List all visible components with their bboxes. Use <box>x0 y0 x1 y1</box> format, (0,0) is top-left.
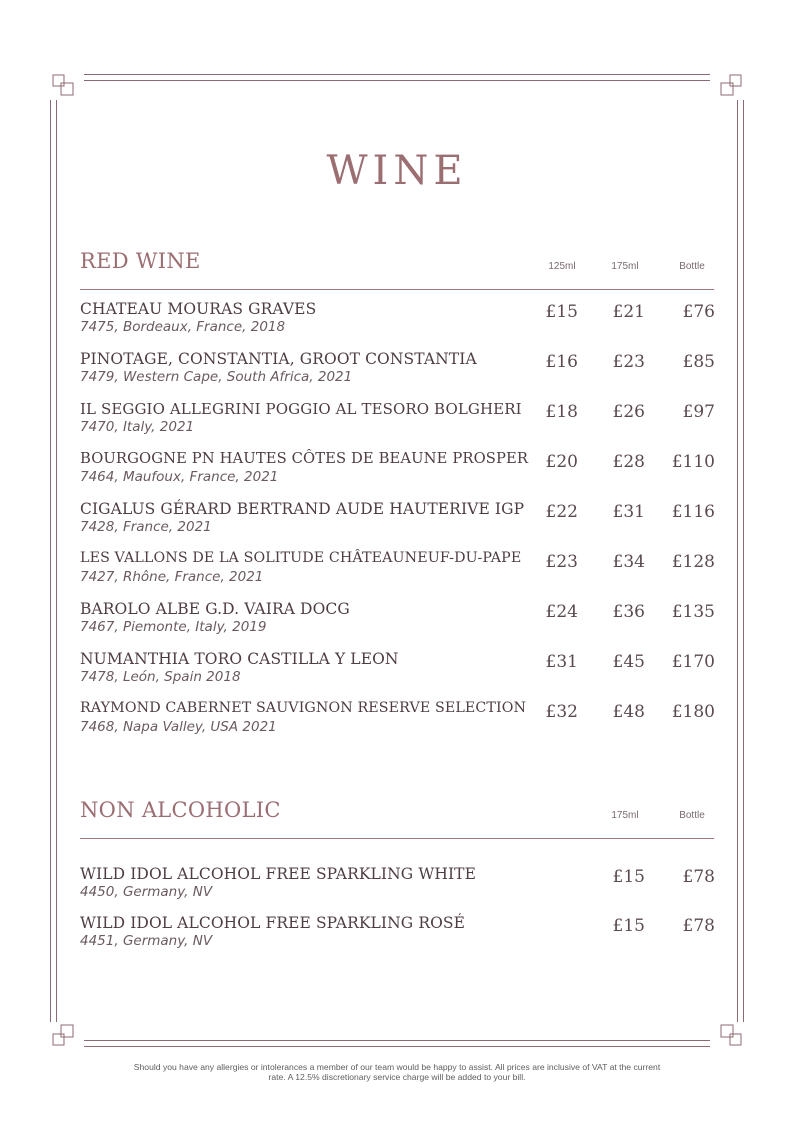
wine-name: WILD IDOL ALCOHOL FREE SPARKLING WHITE <box>80 865 477 883</box>
price-125ml: £22 <box>545 502 578 522</box>
wine-item <box>80 700 720 744</box>
corner-ornament-bottom-right <box>720 1024 742 1046</box>
wine-name: LES VALLONS DE LA SOLITUDE CHÂTEAUNEUF-DU-PAPE <box>80 550 522 566</box>
wine-item <box>80 400 720 444</box>
wine-item <box>80 300 720 344</box>
col-head-175ml: 175ml <box>611 261 639 272</box>
frame-right-outer <box>743 100 744 1022</box>
price-175ml: £31 <box>612 502 645 522</box>
wine-name: CHATEAU MOURAS GRAVES <box>80 300 317 318</box>
price-125ml: £15 <box>545 302 578 322</box>
wine-name: PINOTAGE, CONSTANTIA, GROOT CONSTANTIA <box>80 350 477 368</box>
price-125ml: £16 <box>545 352 578 372</box>
page-title: WINE <box>326 148 468 194</box>
wine-item <box>80 914 720 958</box>
corner-ornament-bottom-left <box>52 1024 74 1046</box>
wine-detail: 4450, Germany, NV <box>80 884 213 900</box>
wine-name: NUMANTHIA TORO CASTILLA Y LEON <box>80 650 399 668</box>
wine-name: CIGALUS GÉRARD BERTRAND AUDE HAUTERIVE IGP <box>80 500 525 518</box>
col-head-bottle: Bottle <box>679 810 705 821</box>
price-175ml: £26 <box>612 402 645 422</box>
allergy-notice-line-1: Should you have any allergies or intolerances a member of our team would be happy to assist. All prices are inclusive of VAT at the current <box>133 1062 661 1072</box>
price-125ml: £23 <box>545 552 578 572</box>
wine-name: IL SEGGIO ALLEGRINI POGGIO AL TESORO BOLGHERI <box>80 400 522 418</box>
wine-detail: 7468, Napa Valley, USA 2021 <box>80 719 277 735</box>
price-125ml: £20 <box>545 452 578 472</box>
wine-item <box>80 350 720 394</box>
price-125ml: £18 <box>545 402 578 422</box>
wine-detail: 7427, Rhône, France, 2021 <box>80 569 264 585</box>
price-bottle: £110 <box>671 452 715 472</box>
corner-ornament-top-right <box>720 74 742 96</box>
red-wine-header <box>80 249 714 290</box>
section-title-red-wine: RED WINE <box>80 249 201 273</box>
price-bottle: £128 <box>671 552 715 572</box>
price-175ml: £34 <box>612 552 645 572</box>
wine-item <box>80 450 720 494</box>
wine-detail: 4451, Germany, NV <box>80 933 213 949</box>
price-175ml: £48 <box>612 702 645 722</box>
price-bottle: £135 <box>671 602 715 622</box>
non-alcoholic-header <box>80 798 714 839</box>
col-head-175ml: 175ml <box>611 810 639 821</box>
wine-detail: 7428, France, 2021 <box>80 519 212 535</box>
price-175ml: £15 <box>612 867 645 887</box>
price-bottle: £78 <box>682 867 715 887</box>
frame-bottom-inner <box>84 1046 710 1047</box>
price-175ml: £21 <box>612 302 645 322</box>
frame-bottom-outer <box>84 1040 710 1041</box>
wine-name: RAYMOND CABERNET SAUVIGNON RESERVE SELECTION <box>80 700 527 716</box>
wine-item <box>80 600 720 644</box>
wine-item <box>80 550 720 594</box>
price-125ml: £32 <box>545 702 578 722</box>
price-175ml: £45 <box>612 652 645 672</box>
section-title-non-alcoholic: NON ALCOHOLIC <box>80 798 281 822</box>
wine-item <box>80 650 720 694</box>
price-175ml: £23 <box>612 352 645 372</box>
wine-item <box>80 865 720 909</box>
price-125ml: £31 <box>545 652 578 672</box>
frame-left-outer <box>50 100 51 1022</box>
wine-name: BOURGOGNE PN HAUTES CÔTES DE BEAUNE PROSPER <box>80 450 529 467</box>
wine-detail: 7464, Maufoux, France, 2021 <box>80 469 279 485</box>
allergy-notice <box>60 1062 734 1082</box>
price-175ml: £28 <box>612 452 645 472</box>
wine-detail: 7479, Western Cape, South Africa, 2021 <box>80 369 353 385</box>
wine-item <box>80 500 720 544</box>
price-bottle: £170 <box>671 652 715 672</box>
frame-left-inner <box>56 100 57 1022</box>
col-head-bottle: Bottle <box>679 261 705 272</box>
price-125ml: £24 <box>545 602 578 622</box>
price-bottle: £78 <box>682 916 715 936</box>
price-175ml: £36 <box>612 602 645 622</box>
price-175ml: £15 <box>612 916 645 936</box>
frame-top-outer <box>84 74 710 75</box>
frame-top-inner <box>84 80 710 81</box>
allergy-notice-line-2: rate. A 12.5% discretionary service charge will be added to your bill. <box>268 1072 526 1082</box>
wine-detail: 7475, Bordeaux, France, 2018 <box>80 319 286 335</box>
wine-detail: 7470, Italy, 2021 <box>80 419 195 435</box>
price-bottle: £180 <box>671 702 715 722</box>
price-bottle: £97 <box>682 402 715 422</box>
price-bottle: £85 <box>682 352 715 372</box>
price-bottle: £116 <box>671 502 715 522</box>
wine-detail: 7478, León, Spain 2018 <box>80 669 241 685</box>
col-head-125ml: 125ml <box>548 261 576 272</box>
frame-right-inner <box>737 100 738 1022</box>
wine-detail: 7467, Piemonte, Italy, 2019 <box>80 619 267 635</box>
corner-ornament-top-left <box>52 74 74 96</box>
price-bottle: £76 <box>682 302 715 322</box>
wine-name: WILD IDOL ALCOHOL FREE SPARKLING ROSÉ <box>80 914 466 932</box>
wine-name: BAROLO ALBE G.D. VAIRA DOCG <box>80 600 350 618</box>
